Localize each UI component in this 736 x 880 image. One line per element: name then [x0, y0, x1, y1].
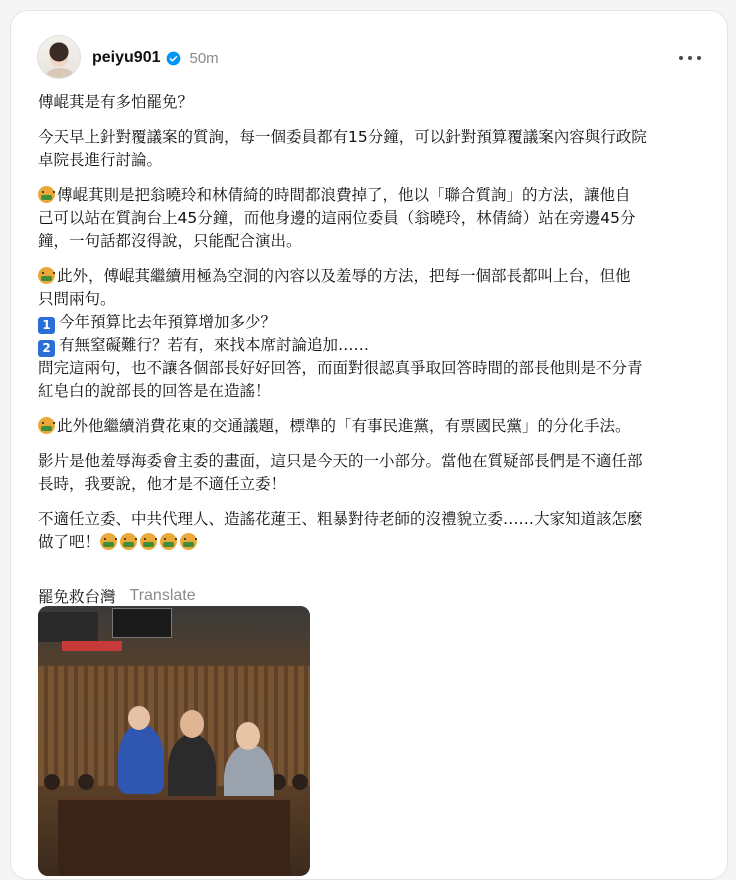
post-paragraph — [38, 508, 708, 554]
post-text: 此外他繼續消費花東的交通議題，標準的「有事民進黨，有票國民黨」的分化手法。 — [57, 417, 631, 435]
post-text-line — [38, 126, 708, 149]
verified-badge-icon — [166, 51, 181, 66]
post-text-line — [38, 508, 708, 531]
post-text: 影片是他羞辱海委會主委的畫面，這只是今天的一小部分。當他在質疑部長們是不適任部 — [38, 452, 643, 470]
nauseated-face-emoji — [38, 186, 55, 203]
post-text-line — [38, 230, 708, 253]
post-text-line — [38, 531, 708, 554]
post-text: 傅崐萁是有多怕罷免？ — [38, 93, 194, 111]
post-text: 做了吧！ — [38, 533, 101, 551]
post-body — [38, 91, 708, 566]
more-horizontal-icon[interactable] — [679, 51, 701, 65]
post-text-line — [38, 149, 708, 172]
post-header — [92, 47, 219, 69]
list-item-text: 今年預算比去年預算增加多少？ — [59, 313, 277, 331]
topic-tag[interactable]: 罷免救台灣 — [38, 588, 116, 606]
keycap-number-icon: 1 — [38, 317, 55, 334]
post-text: 問完這兩句，也不讓各個部長好好回答，而面對很認真爭取回答時間的部長他則是不分青 — [38, 359, 643, 377]
nauseated-face-emoji — [140, 533, 157, 550]
post-text-line — [38, 184, 708, 207]
post-text-line — [38, 91, 708, 114]
post-text: 今天早上針對覆議案的質詢，每一個委員都有15分鐘，可以針對預算覆議案內容與行政院 — [38, 128, 647, 146]
post-text-line — [38, 473, 708, 496]
post-time[interactable]: 50m — [189, 49, 219, 67]
list-item-text: 有無窒礙難行？若有，來找本席討論追加…… — [59, 336, 370, 354]
nauseated-face-emoji — [160, 533, 177, 550]
post-text-line — [38, 450, 708, 473]
post-text-line — [38, 415, 708, 438]
avatar[interactable] — [37, 35, 81, 79]
post-text-line — [38, 288, 708, 311]
keycap-number-icon: 2 — [38, 340, 55, 357]
numbered-list-item — [38, 334, 708, 357]
post-text: 不適任立委、中共代理人、造謠花蓮王、粗暴對待老師的沒禮貌立委……大家知道該怎麼 — [38, 510, 643, 528]
nauseated-face-emoji — [100, 533, 117, 550]
username[interactable]: peiyu901 — [92, 49, 161, 66]
post-text: 鐘，一句話都沒得說，只能配合演出。 — [38, 232, 302, 250]
nauseated-face-emoji — [120, 533, 137, 550]
post-paragraph — [38, 265, 708, 403]
post-paragraph — [38, 415, 708, 438]
post-media-image[interactable] — [38, 606, 310, 876]
post-card — [10, 10, 728, 880]
post-text-line — [38, 207, 708, 230]
post-paragraph — [38, 184, 708, 253]
post-text: 只問兩句。 — [38, 290, 116, 308]
nauseated-face-emoji — [38, 417, 55, 434]
translate-link[interactable]: Translate — [129, 587, 196, 604]
post-text: 卓院長進行討論。 — [38, 151, 163, 169]
post-text: 長時，我要說，他才是不適任立委！ — [38, 475, 287, 493]
post-text: 己可以站在質詢台上45分鐘，而他身邊的這兩位委員（翁曉玲，林倩綺）站在旁邊45分 — [38, 209, 636, 227]
numbered-list-item — [38, 311, 708, 334]
post-paragraph — [38, 450, 708, 496]
post-paragraph — [38, 91, 708, 114]
post-paragraph — [38, 126, 708, 172]
nauseated-face-emoji — [38, 267, 55, 284]
nauseated-face-emoji — [180, 533, 197, 550]
post-text: 此外，傅崐萁繼續用極為空洞的內容以及羞辱的方法，把每一個部長都叫上台，但他 — [57, 267, 631, 285]
post-text: 傅崐萁則是把翁曉玲和林倩綺的時間都浪費掉了，他以「聯合質詢」的方法，讓他自 — [57, 186, 631, 204]
tag-row — [38, 584, 196, 608]
post-text: 紅皂白的說部長的回答是在造謠！ — [38, 382, 271, 400]
post-text-line — [38, 265, 708, 288]
